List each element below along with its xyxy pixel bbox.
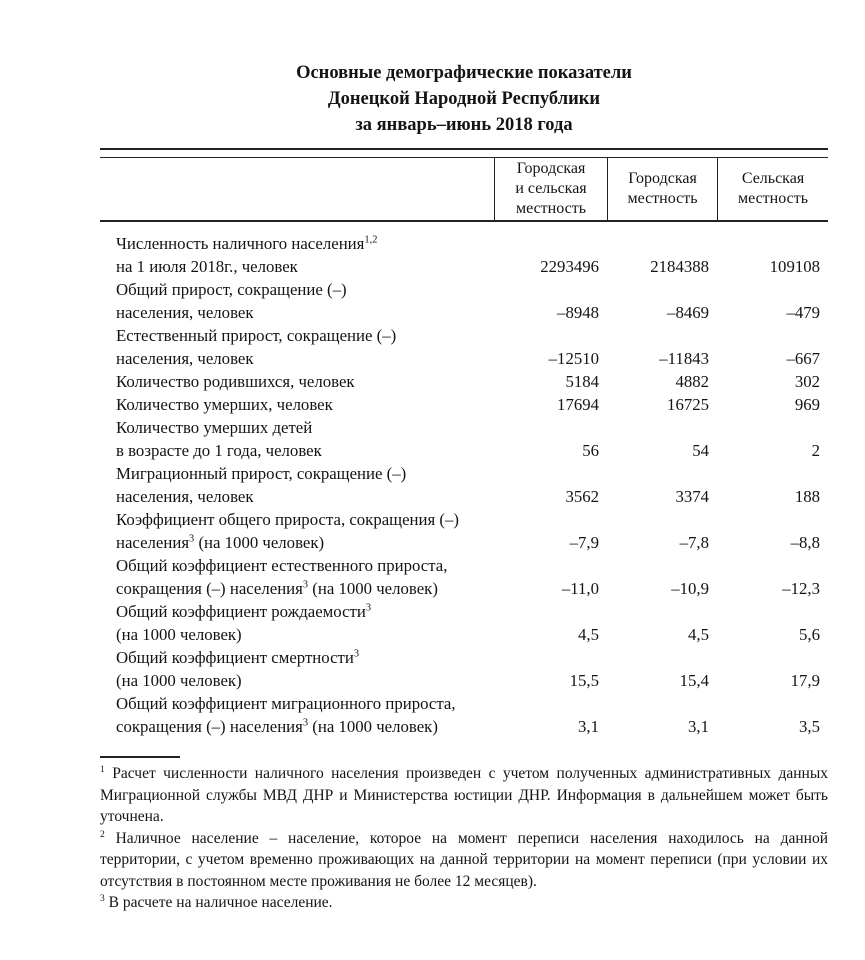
- value-cell-urban: [607, 278, 717, 301]
- title-line-3: за январь–июнь 2018 года: [355, 115, 573, 135]
- table-row-line: [100, 485, 828, 508]
- footnote-1: $^1$ Расчет численности наличного населения произведен с учетом полученных административных данных Миграционной службы МВД ДНР и Министерства юстиции ДНР. Информация в дальнейшем может быть уточнена.: [100, 763, 828, 825]
- value-cell-rural: 3,5: [799, 717, 820, 736]
- document-title: [100, 0, 828, 138]
- value-cell-urban: [607, 554, 717, 577]
- value-cell-urban: –8469: [667, 303, 709, 322]
- header-label: Сельская местность: [737, 170, 809, 207]
- row-label: Общий прирост, сокращение (–): [116, 280, 347, 299]
- value-cell-rural: 5,6: [799, 625, 820, 644]
- value-cell-urban: [607, 462, 717, 485]
- row-label: Миграционный прирост, сокращение (–): [116, 464, 407, 483]
- row-label: Численность наличного населения$^{1,2}$: [116, 234, 378, 253]
- row-label: Общий коэффициент рождаемости$^3$: [116, 602, 372, 621]
- row-label: населения, человек: [116, 349, 254, 368]
- table-row-line: [100, 370, 828, 393]
- value-cell-urban-and-rural: [494, 554, 607, 577]
- title-line-2: Донецкой Народной Республики: [327, 89, 601, 109]
- table-row-line: [100, 462, 828, 485]
- row-label: Количество родившихся, человек: [116, 372, 355, 391]
- table-row-line: [100, 301, 828, 324]
- value-cell-rural: [717, 508, 828, 531]
- table-row-line: [100, 669, 828, 692]
- value-cell-rural: 17,9: [790, 671, 820, 690]
- value-cell-urban: 4882: [675, 372, 709, 391]
- value-cell-urban: 16725: [667, 395, 709, 414]
- value-cell-urban-and-rural: 3,1: [578, 717, 599, 736]
- value-cell-urban: 3,1: [688, 717, 709, 736]
- row-label: сокращения (–) населения$^3$ (на 1000 человек): [116, 717, 438, 736]
- value-cell-urban-and-rural: 3562: [565, 487, 599, 506]
- value-cell-rural: 109108: [769, 257, 820, 276]
- row-label: Естественный прирост, сокращение (–): [116, 326, 397, 345]
- value-cell-urban-and-rural: [494, 416, 607, 439]
- value-cell-urban: –10,9: [671, 579, 709, 598]
- table-row-line: [100, 531, 828, 554]
- value-cell-rural: [717, 232, 828, 255]
- value-cell-urban-and-rural: 4,5: [578, 625, 599, 644]
- table-row-line: [100, 554, 828, 577]
- footnotes: [100, 763, 828, 914]
- table-row-line: [100, 577, 828, 600]
- value-cell-urban-and-rural: [494, 600, 607, 623]
- value-cell-urban: [607, 232, 717, 255]
- value-cell-urban: 2184388: [650, 257, 709, 276]
- value-cell-rural: 969: [794, 395, 820, 414]
- footnote-2: $^2$ Наличное население – население, которое на момент переписи населения находилось на данной территории, с учетом временно проживающих на данной территории на момент переписи (при условии их отсутствия в постоянном месте проживания не более 12 месяцев).: [100, 828, 828, 890]
- row-label: Коэффициент общего прироста, сокращения (–): [116, 510, 459, 529]
- table-row-line: [100, 393, 828, 416]
- row-label: на 1 июля 2018г., человек: [116, 257, 298, 276]
- value-cell-urban: 15,4: [679, 671, 709, 690]
- value-cell-urban-and-rural: –7,9: [569, 533, 599, 552]
- value-cell-rural: [717, 554, 828, 577]
- row-label: Количество умерших, человек: [116, 395, 333, 414]
- header-cell-urban: [607, 158, 717, 220]
- value-cell-urban-and-rural: [494, 278, 607, 301]
- table-body: [100, 222, 828, 738]
- value-cell-rural: [717, 278, 828, 301]
- value-cell-rural: [717, 416, 828, 439]
- row-label: сокращения (–) населения$^3$ (на 1000 человек): [116, 579, 438, 598]
- row-label: в возрасте до 1 года, человек: [116, 441, 322, 460]
- value-cell-rural: –479: [786, 303, 820, 322]
- row-label: населения$^3$ (на 1000 человек): [116, 533, 325, 552]
- value-cell-rural: [717, 462, 828, 485]
- value-cell-urban: [607, 508, 717, 531]
- table-row-line: [100, 255, 828, 278]
- value-cell-rural: 302: [794, 372, 820, 391]
- value-cell-rural: [717, 324, 828, 347]
- row-label: Количество умерших детей: [116, 418, 313, 437]
- header-cell-rural: [717, 158, 828, 220]
- table-row-line: [100, 646, 828, 669]
- value-cell-urban-and-rural: [494, 462, 607, 485]
- indicators-table: [100, 148, 828, 738]
- table-row-line: [100, 232, 828, 255]
- value-cell-urban-and-rural: 15,5: [569, 671, 599, 690]
- row-label: (на 1000 человек): [116, 625, 242, 644]
- value-cell-rural: –12,3: [782, 579, 820, 598]
- table-row-line: [100, 623, 828, 646]
- header-label: Городская местность: [627, 170, 698, 207]
- value-cell-urban-and-rural: [494, 324, 607, 347]
- value-cell-rural: [717, 692, 828, 715]
- row-label: Общий коэффициент миграционного прироста,: [116, 694, 456, 713]
- value-cell-urban-and-rural: [494, 232, 607, 255]
- value-cell-urban-and-rural: 56: [582, 441, 599, 460]
- footnote-3: $^3$ В расчете на наличное население.: [100, 892, 333, 911]
- table-row-line: [100, 508, 828, 531]
- value-cell-urban-and-rural: –11,0: [561, 579, 599, 598]
- footnote-separator: [100, 756, 180, 758]
- value-cell-urban: 4,5: [688, 625, 709, 644]
- header-cell-indicator: [100, 158, 494, 220]
- value-cell-urban: [607, 416, 717, 439]
- value-cell-urban: 3374: [675, 487, 709, 506]
- value-cell-rural: 2: [811, 441, 820, 460]
- row-label: Общий коэффициент естественного прироста,: [116, 556, 448, 575]
- value-cell-rural: [717, 600, 828, 623]
- value-cell-urban: –7,8: [679, 533, 709, 552]
- value-cell-urban: –11843: [659, 349, 709, 368]
- value-cell-urban-and-rural: 2293496: [540, 257, 599, 276]
- value-cell-rural: 188: [794, 487, 820, 506]
- value-cell-urban-and-rural: –8948: [557, 303, 599, 322]
- value-cell-urban: [607, 324, 717, 347]
- table-row-line: [100, 278, 828, 301]
- value-cell-urban-and-rural: [494, 646, 607, 669]
- value-cell-urban-and-rural: [494, 692, 607, 715]
- row-label: населения, человек: [116, 487, 254, 506]
- table-row-line: [100, 416, 828, 439]
- value-cell-urban: 54: [692, 441, 709, 460]
- value-cell-urban: [607, 600, 717, 623]
- value-cell-rural: [717, 646, 828, 669]
- table-row-line: [100, 692, 828, 715]
- value-cell-rural: –8,8: [790, 533, 820, 552]
- row-label: населения, человек: [116, 303, 254, 322]
- table-row-line: [100, 439, 828, 462]
- value-cell-urban-and-rural: [494, 508, 607, 531]
- row-label: (на 1000 человек): [116, 671, 242, 690]
- value-cell-urban-and-rural: 17694: [557, 395, 599, 414]
- title-line-1: Основные демографические показатели: [296, 63, 632, 83]
- table-top-rule: [100, 148, 828, 158]
- table-row-line: [100, 324, 828, 347]
- header-cell-urban-and-rural: [494, 158, 607, 220]
- value-cell-urban-and-rural: 5184: [565, 372, 599, 391]
- row-label: Общий коэффициент смертности$^3$: [116, 648, 360, 667]
- table-header-row: [100, 158, 828, 222]
- value-cell-urban: [607, 646, 717, 669]
- table-row-line: [100, 600, 828, 623]
- table-row-line: [100, 347, 828, 370]
- value-cell-rural: –667: [786, 349, 820, 368]
- value-cell-urban: [607, 692, 717, 715]
- value-cell-urban-and-rural: –12510: [548, 349, 599, 368]
- header-label: Городская и сельская местность: [515, 160, 587, 217]
- table-row-line: [100, 715, 828, 738]
